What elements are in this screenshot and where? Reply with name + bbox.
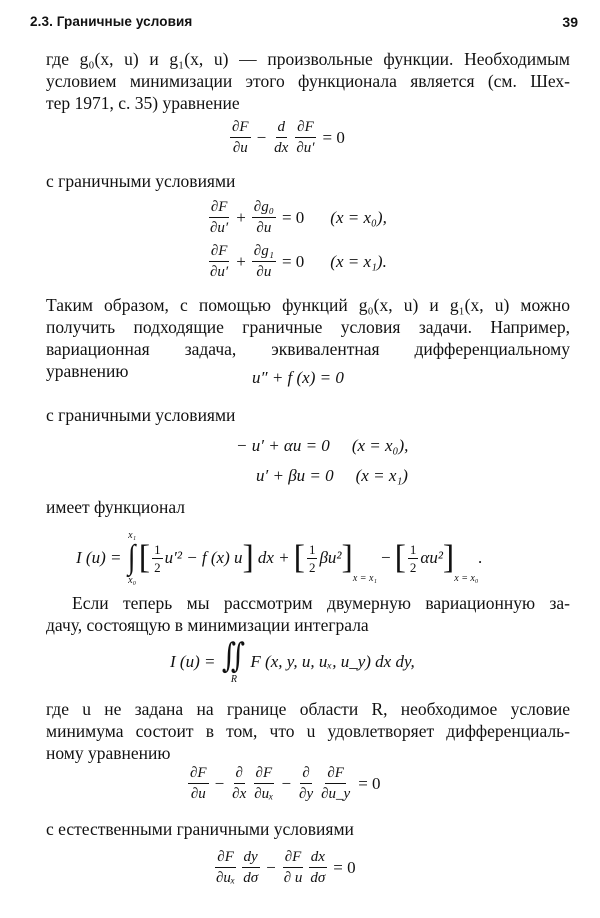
paragraph-bc-intro (46, 170, 570, 192)
fraction: $\frac{\partial F}{\partial u'}$ (210, 243, 229, 280)
integral-limits: ∬ R (222, 637, 246, 685)
paragraph-pde-intro (46, 698, 570, 764)
equation-double-integral: I (u) = ∬ R F (x, y, u, uₓ, u_y) dx dy, (170, 637, 415, 685)
text-line: с граничными условиями (46, 405, 236, 425)
equation-robin-x0: − u′ + αu = 0 (x = x₀), (236, 436, 409, 455)
paragraph-intro (46, 48, 570, 114)
fraction: $\frac{\partial F}{\partial u}$ (190, 765, 207, 802)
fraction: $\frac{1}{2}$ (409, 541, 417, 575)
equation-functional: I (u) = x₁ ∫ x₀ [ $\frac{1}{2}$ u′² − f (x) u ] dx + [ $\frac{1}{2}$ βu² ] x = x₁ − [ $\frac{1}{2}$ αu² ] x = x₀ . (76, 530, 483, 586)
fraction: $\frac{\text{∂g₀}}{\partial u}$ (253, 199, 274, 236)
text-line: ному уравнению (46, 743, 171, 763)
fraction: $\frac{\partial F}{\partial u'}$ (210, 199, 229, 236)
fraction: $\frac{\partial}{\partial y}$ (299, 765, 314, 802)
fraction: $\frac{\partial F}{\text{∂uₓ}}$ (254, 765, 274, 802)
page-header (30, 12, 578, 34)
text-line: получить подходящие граничные условия задачи. Например, (46, 317, 570, 337)
paragraph-2d (46, 592, 570, 636)
text-line: с граничными условиями (46, 171, 236, 191)
text-line: тер 1971, с. 35) уравнение (46, 93, 240, 113)
text-line: где g₀(x, u) и g₁(x, u) — произвольные функции. Необходимым (46, 49, 570, 69)
text-line: условием минимизации этого функционала является (см. Шех- (46, 71, 570, 91)
equation-bc-x0: $\frac{\partial F}{\partial u'}$ + $\frac{\text{∂g₀}}{\partial u}$ = 0 (x = x₀), (210, 199, 387, 236)
fraction: $\frac{\partial F}{\partial u}$ (283, 849, 303, 886)
equation-robin-x1: u′ + βu = 0 (x = x₁) (256, 466, 408, 485)
equation-bc-x1: $\frac{\partial F}{\partial u'}$ + $\frac{\text{∂g₁}}{\partial u}$ = 0 (x = x₁). (210, 243, 387, 280)
text-line: Таким образом, с помощью функций g₀(x, u) и g₁(x, u) можно (46, 295, 570, 315)
integral-limits: x₁ ∫ x₀ (128, 530, 137, 586)
fraction: $\frac{dx}{d\sigma}$ (310, 849, 326, 886)
paragraph-bc-intro-2 (46, 404, 570, 426)
paragraph-natural-bc (46, 818, 570, 840)
fraction: $\frac{\partial F}{\partial u\_y}$ (321, 765, 351, 802)
text-line: с естественными граничными условиями (46, 819, 354, 839)
paragraph-functional-intro (46, 496, 570, 518)
fraction: $\frac{dy}{d\sigma}$ (243, 849, 259, 886)
fraction: $\frac{d}{dx}$ (274, 119, 289, 156)
equation-natural-bc: $\frac{\partial F}{\text{∂uₓ}}$ $\frac{dy}{d\sigma}$ − $\frac{\partial F}{\partial u}$ $\frac{dx}{d\sigma}$ = 0 (216, 849, 356, 886)
fraction: $\frac{\text{∂g₁}}{\partial u}$ (253, 243, 274, 280)
running-title: 2.3. Граничные условия (30, 14, 193, 29)
page-number: 39 (562, 14, 578, 30)
equation-ode: u″ + f (x) = 0 (252, 368, 344, 387)
fraction: $\frac{\partial F}{\text{∂uₓ}}$ (216, 849, 236, 886)
text-line: уравнению (46, 361, 129, 381)
text-line: имеет функционал (46, 497, 186, 517)
fraction: $\frac{\partial F}{\partial u}$ (232, 119, 249, 156)
fraction: $\frac{\partial}{\partial x}$ (232, 765, 247, 802)
fraction: $\frac{1}{2}$ (308, 541, 316, 575)
text-line: минимума состоит в том, что u удовлетворяет дифференциаль- (46, 721, 570, 741)
text-line: дачу, состоящую в минимизации интеграла (46, 615, 369, 635)
fraction: $\frac{\partial F}{\partial u'}$ (296, 119, 315, 156)
equation-pde: $\frac{\partial F}{\partial u}$ − $\frac{\partial}{\partial x}$ $\frac{\partial F}{\text{∂uₓ}}$ − $\frac{\partial}{\partial y}$ $\frac{\partial F}{\partial u\_y}$ = 0 (190, 765, 381, 802)
fraction: $\frac{1}{2}$ (154, 541, 161, 575)
equation-euler: $\frac{\partial F}{\partial u}$ − $\frac{d}{dx}$ $\frac{\partial F}{\partial u'}$ = 0 (232, 119, 345, 156)
text-line: где u не задана на границе области R, необходимое условие (46, 699, 570, 719)
text-line: вариационная задача, эквивалентная дифференциальному (46, 339, 570, 359)
text-line: Если теперь мы рассмотрим двумерную вариационную за- (72, 593, 570, 613)
